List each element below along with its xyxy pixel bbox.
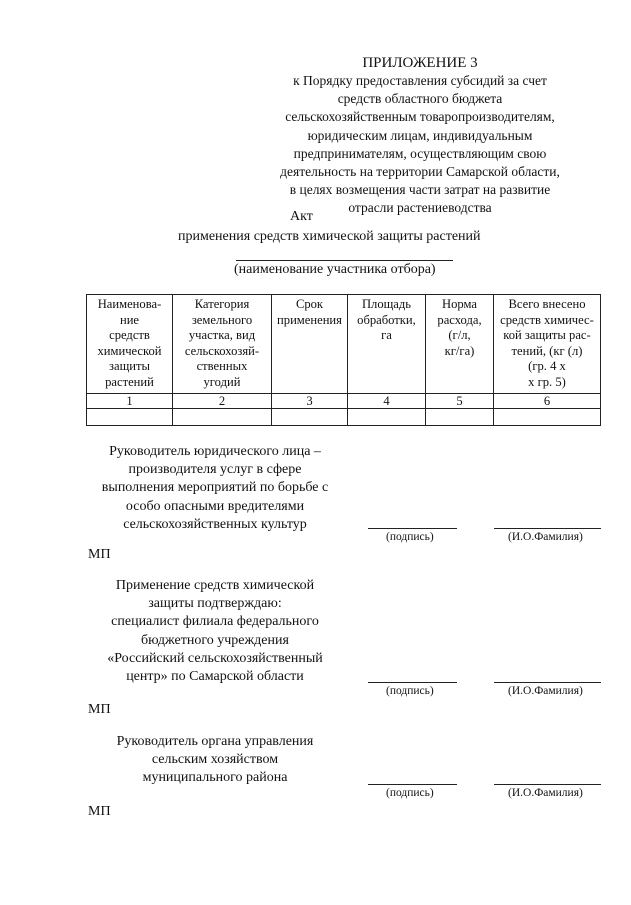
appendix-title: ПРИЛОЖЕНИЕ 3 bbox=[362, 55, 478, 71]
signature-block-3-title: Руководитель органа управления сельским хозяйством муниципального района bbox=[116, 734, 314, 786]
column-number: 1 bbox=[87, 394, 173, 409]
header-row bbox=[87, 295, 601, 394]
appendix-line: средств областного бюджета bbox=[337, 91, 503, 107]
column-number: 3 bbox=[272, 394, 348, 409]
appendix-line: юридическим лицам, индивидуальным bbox=[307, 127, 533, 143]
header-cell-area: Площадь обработки, га bbox=[348, 295, 426, 394]
signature-line bbox=[368, 682, 457, 683]
stamp-mark: МП bbox=[88, 547, 111, 562]
application-table bbox=[86, 294, 601, 426]
table-cell bbox=[426, 409, 494, 426]
act-subtitle: применения средств химической защиты растений bbox=[178, 229, 481, 244]
name-line bbox=[494, 784, 601, 785]
table-cell bbox=[272, 409, 348, 426]
signature-label: (подпись) bbox=[386, 787, 434, 799]
column-number: 4 bbox=[348, 394, 426, 409]
table-row bbox=[87, 409, 601, 426]
name-line bbox=[494, 528, 601, 529]
stamp-mark: МП bbox=[88, 804, 111, 819]
signature-label: (подпись) bbox=[386, 685, 434, 697]
signature-block-2-title: Применение средств химической защиты подтверждаю: специалист филиала федерального бюджетного учреждения «Российский сельскохозяйственный центр» по Самарской области bbox=[107, 578, 323, 685]
appendix-line: сельскохозяйственным товаропроизводителям, bbox=[285, 109, 555, 125]
signature-label: (подпись) bbox=[386, 531, 434, 543]
name-label: (И.О.Фамилия) bbox=[508, 531, 583, 543]
appendix-line: отрасли растениеводства bbox=[348, 200, 492, 216]
column-number-row bbox=[87, 394, 601, 409]
header-cell-period: Срок применения bbox=[272, 295, 348, 394]
table-cell bbox=[87, 409, 173, 426]
participant-caption: (наименование участника отбора) bbox=[234, 262, 436, 277]
header-cell-name: Наименова- ние средств химической защиты растений bbox=[87, 295, 173, 394]
participant-name-line bbox=[236, 260, 453, 261]
column-number: 6 bbox=[494, 394, 601, 409]
table-cell bbox=[494, 409, 601, 426]
stamp-mark: МП bbox=[88, 702, 111, 717]
table-cell bbox=[348, 409, 426, 426]
name-label: (И.О.Фамилия) bbox=[508, 685, 583, 697]
header-cell-total: Всего внесено средств химичес- кой защиты рас- тений, (кг (л) (гр. 4 х х гр. 5) bbox=[494, 295, 601, 394]
table-cell bbox=[173, 409, 272, 426]
name-label: (И.О.Фамилия) bbox=[508, 787, 583, 799]
signature-line bbox=[368, 528, 457, 529]
appendix-block bbox=[250, 54, 590, 218]
appendix-line: деятельность на территории Самарской области, bbox=[280, 164, 560, 180]
appendix-line: к Порядку предоставления субсидий за счет bbox=[293, 73, 547, 88]
signature-block-1-title: Руководитель юридического лица – производителя услуг в сфере выполнения мероприятий по борьбе с особо опасными вредителями сельскохозяйственных культур bbox=[101, 444, 329, 532]
appendix-line: в целях возмещения части затрат на развитие bbox=[289, 182, 551, 198]
appendix-line: предпринимателям, осуществляющим свою bbox=[293, 145, 547, 161]
column-number: 2 bbox=[173, 394, 272, 409]
header-cell-category: Категория земельного участка, вид сельскохозяй- ственных угодий bbox=[173, 295, 272, 394]
signature-line bbox=[368, 784, 457, 785]
column-number: 5 bbox=[426, 394, 494, 409]
act-title: Акт bbox=[290, 209, 313, 224]
header-cell-rate: Норма расхода, (г/л, кг/га) bbox=[426, 295, 494, 394]
name-line bbox=[494, 682, 601, 683]
